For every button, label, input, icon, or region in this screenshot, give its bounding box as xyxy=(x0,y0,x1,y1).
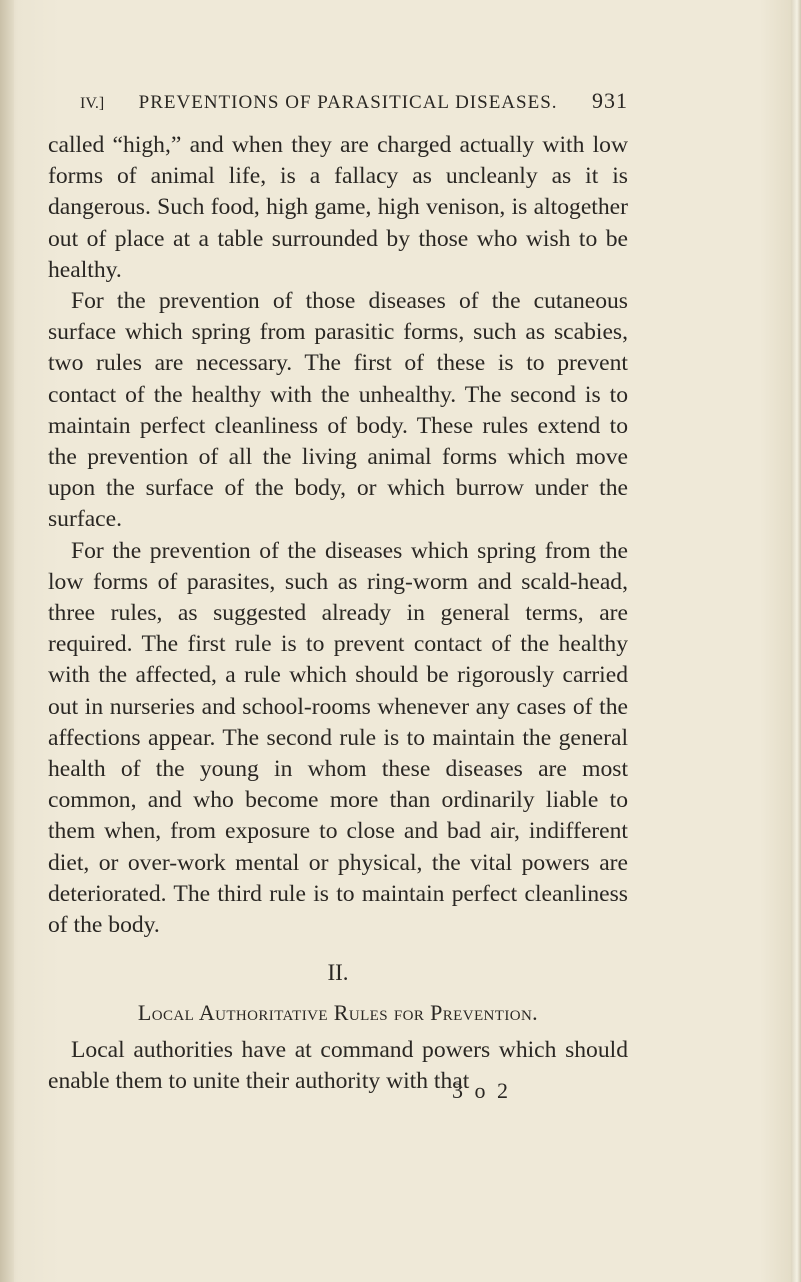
paragraph-continued: called “high,” and when they are charged actually with low forms of animal life, is a fallacy as uncleanly as it is dangerous. Such food, high game, high venison, is altogether out of place at a table surrounded by those who wish to be healthy. xyxy=(48,132,628,283)
running-title: PREVENTIONS OF PARASITICAL DISEASES. xyxy=(138,92,558,113)
chapter-marker: IV.] xyxy=(80,95,105,112)
paragraph-local-authorities: Local authorities have at command powers which should enable them to unite their authority with that xyxy=(48,1037,628,1095)
running-header xyxy=(80,88,628,114)
paragraph-ringworm: For the prevention of the diseases which spring from the low forms of parasites, such as ring-worm and scald-head, three rules, as suggested already in general terms, are required. The first rule is to prevent contact of the healthy with the affected, a rule which should be rigorously carried out in nurseries and school-rooms whenever any cases of the affections appear. The second rule is to maintain the general health of the young in whom these diseases are most common, and who become more than ordinarily liable to them when, from exposure to close and bad air, indifferent diet, or over-work mental or physical, the vital powers are deteriorated. The third rule is to maintain perfect cleanliness of the body. xyxy=(48,537,628,939)
paragraph-cutaneous: For the prevention of those diseases of the cutaneous surface which spring from parasitic forms, such as scabies, two rules are necessary. The first of these is to prevent contact of the healthy with the unhealthy. The second is to maintain perfect cleanliness of body. These rules extend to the prevention of all the living animal forms which move upon the surface of the body, or which burrow under the surface. xyxy=(48,288,628,533)
signature-mark: 3 o 2 xyxy=(452,1078,511,1103)
page-gutter-shadow xyxy=(0,0,14,1282)
page-number: 931 xyxy=(592,88,628,113)
section-number: II. xyxy=(327,960,349,986)
section-title: Local Authoritative Rules for Prevention. xyxy=(137,1000,539,1026)
page-edge xyxy=(791,0,801,1282)
page-body xyxy=(48,130,628,1098)
